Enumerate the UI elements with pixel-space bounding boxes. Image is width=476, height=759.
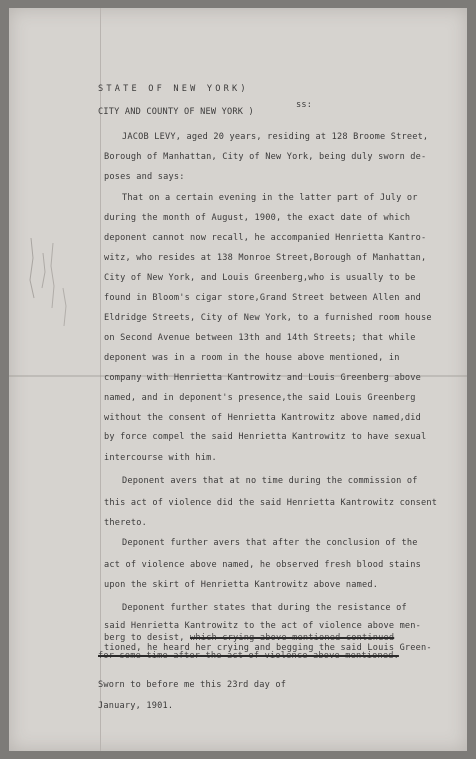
caption-ss: ss:	[296, 100, 313, 110]
body-line: deponent was in a room in the house above mentioned, in	[104, 353, 400, 363]
jurat-line-1: Sworn to before me this 23rd day of	[98, 680, 287, 690]
body-line: said Henrietta Kantrowitz to the act of violence above men-	[104, 621, 422, 631]
body-line: JACOB LEVY, aged 20 years, residing at 128 Broome Street,	[122, 132, 429, 142]
body-line: Deponent avers that at no time during the commission of	[122, 476, 418, 486]
body-line: this act of violence did the said Henrietta Kantrowitz consent	[104, 498, 438, 508]
caption-state: STATE OF NEW YORK)	[98, 84, 249, 94]
body-line: during the month of August, 1900, the exact date of which	[104, 213, 411, 223]
body-line: thereto.	[104, 518, 147, 528]
body-line: witz, who resides at 138 Monroe Street,Borough of Manhattan,	[104, 253, 427, 263]
body-line: deponent cannot now recall, he accompanied Henrietta Kantro-	[104, 233, 427, 243]
pencil-marks	[23, 228, 83, 348]
last-line-plain: berg to desist,	[104, 633, 185, 643]
body-line: City of New York, and Louis Greenberg,who is usually to be	[104, 273, 416, 283]
body-line: Deponent further avers that after the conclusion of the	[122, 538, 418, 548]
body-line: by force compel the said Henrietta Kantrowitz to have sexual	[104, 432, 427, 442]
body-line: Eldridge Streets, City of New York, to a furnished room house	[104, 313, 432, 323]
body-line: on Second Avenue between 13th and 14th Streets; that while	[104, 333, 416, 343]
body-line: found in Bloom's cigar store,Grand Street between Allen and	[104, 293, 422, 303]
body-line-last	[104, 633, 394, 643]
body-line: company with Henrietta Kantrowitz and Louis Greenberg above	[104, 373, 422, 383]
body-line: upon the skirt of Henrietta Kantrowitz above named.	[104, 580, 379, 590]
margin-rule	[100, 8, 101, 751]
body-line: Deponent further states that during the resistance of	[122, 603, 407, 613]
affidavit-page	[9, 8, 467, 751]
body-line: That on a certain evening in the latter part of July or	[122, 193, 418, 203]
body-line: without the consent of Henrietta Kantrowitz above named,did	[104, 413, 422, 423]
body-line: tioned, he heard her crying and begging the said Louis Green-	[104, 643, 432, 653]
caption-county: CITY AND COUNTY OF NEW YORK )	[98, 107, 254, 117]
body-line: act of violence above named, he observed fresh blood stains	[104, 560, 422, 570]
struck-line: for some time after the act of violence above mentioned.	[98, 651, 399, 661]
jurat-line-2: January, 1901.	[98, 701, 174, 711]
struck-text: which crying above mentioned continued	[189, 633, 395, 643]
body-line: Borough of Manhattan, City of New York, being duly sworn de-	[104, 152, 427, 162]
body-line: intercourse with him.	[104, 453, 217, 463]
body-line: poses and says:	[104, 172, 185, 182]
body-line: named, and in deponent's presence,the said Louis Greenberg	[104, 393, 416, 403]
